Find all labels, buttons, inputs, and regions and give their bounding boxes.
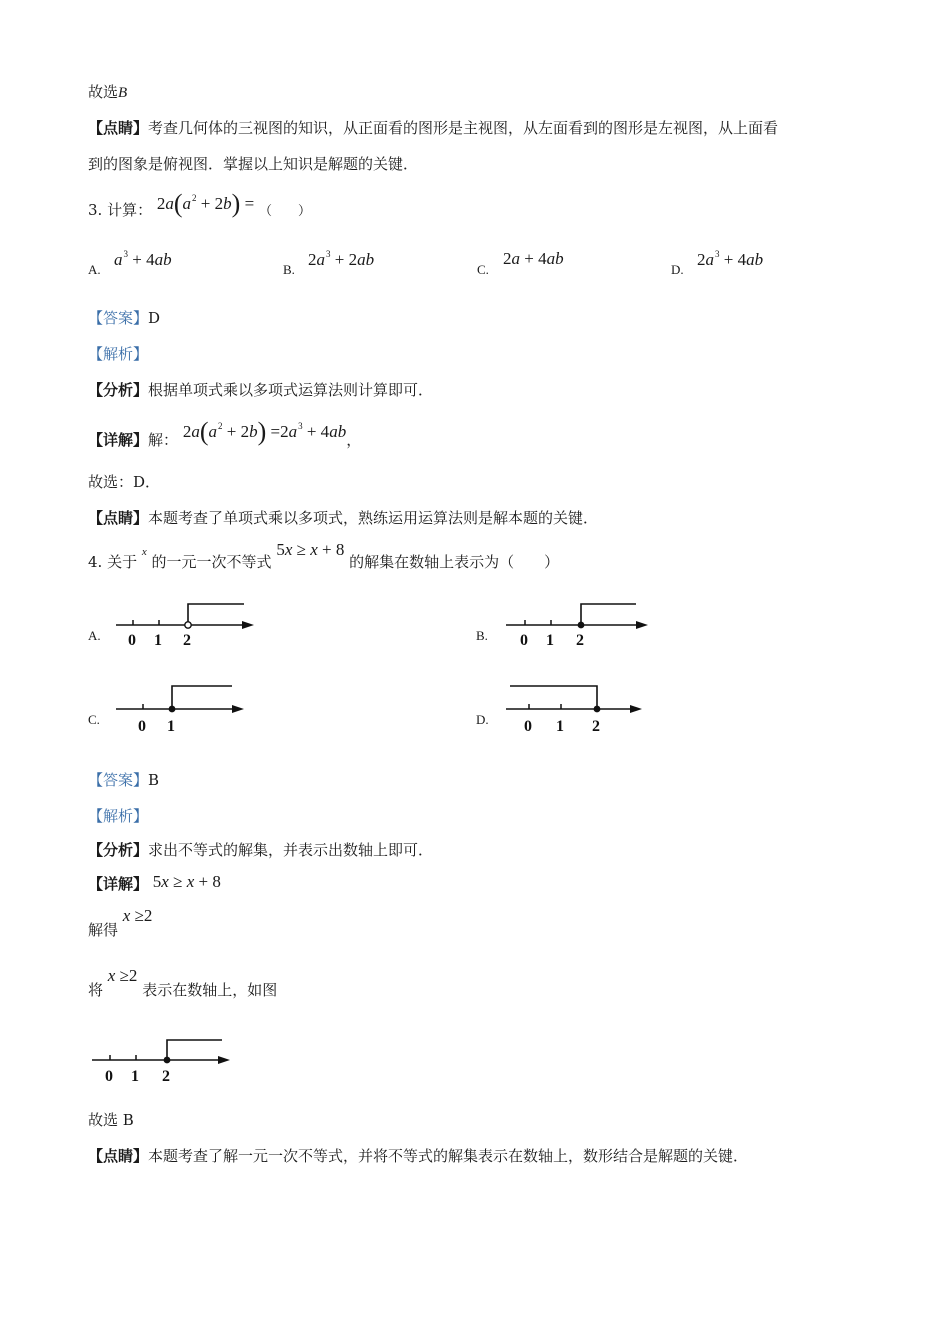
q4-guxuan-text: 故选 B: [88, 1111, 134, 1129]
q4-jiang-suffix: 表示在数轴上，如图: [142, 981, 278, 999]
q4-jiede-text: 解得: [88, 921, 119, 939]
tick-label: 0: [128, 632, 136, 649]
q4-fenxi: [88, 840, 433, 860]
q4-stem-b: 的一元一次不等式: [151, 553, 272, 571]
q3-expression: $2a(a^2 + 2b)$ =: [156, 189, 255, 218]
q3-option-c-label: C.: [477, 262, 489, 277]
q4-answer: [88, 770, 159, 790]
q3-stem: [88, 189, 311, 222]
dianjing-text-1: 考查几何体的三视图的知识，从正面看的图形是主视图，从左面看到的图形是左视图，从上面看: [148, 119, 779, 137]
tick-label: 0: [524, 718, 532, 735]
q3-fenxi-text: 根据单项式乘以多项式运算法则计算即可．: [148, 381, 434, 399]
closed-point: [164, 1057, 171, 1064]
q3-solution-expression: $2a(a^2 + 2b) =2a^3 + 4ab$: [182, 417, 347, 446]
solution-bracket: [188, 604, 244, 622]
solution-bracket: [172, 686, 232, 709]
q4-dianjing-text: 本题考查了解一元一次不等式，并将不等式的解集表示在数轴上，数形结合是解题的关键．: [148, 1147, 749, 1165]
q4-fenxi-tag: 【分析】: [88, 841, 149, 859]
tick-label: 1: [131, 1068, 139, 1085]
q4-jiexi-tag: 【解析】: [88, 807, 149, 825]
q3-option-b-label: B.: [283, 262, 295, 277]
tick-label: 1: [167, 718, 175, 735]
q3-guxuan: [88, 472, 160, 492]
q3-blank: （ ）: [258, 204, 311, 219]
q4-solution-numberline: [88, 1034, 238, 1088]
open-point: [185, 622, 191, 628]
q4-option-b-numberline: [500, 598, 655, 650]
q3-dianjing-text: 本题考查了单项式乘以多项式，熟练运用运算法则是解本题的关键．: [148, 509, 599, 527]
dianjing-text-2: 到的图象是俯视图．掌握以上知识是解题的关键．: [88, 155, 419, 173]
q4-var-x: x: [141, 546, 147, 558]
q4-xiangjie-inequality: 5x ≥ x + 8: [152, 872, 221, 891]
tick-label: 1: [154, 632, 162, 649]
guxuan-letter: B: [118, 85, 128, 101]
q3-answer-value: D: [148, 309, 161, 327]
q3-option-a-expr: $a^3 + 4ab$: [114, 249, 172, 269]
q4-dianjing: [88, 1146, 748, 1166]
q4-fenxi-text: 求出不等式的解集，并表示出数轴上即可．: [148, 841, 434, 859]
guxuan-text: 故选: [88, 83, 119, 101]
closed-point: [169, 706, 176, 713]
q4-xiangjie: [88, 874, 221, 894]
q3-option-d-label: D.: [671, 262, 684, 277]
q4-answer-value: B: [148, 771, 160, 789]
q3-option-c-expr: 2a + 4ab: [503, 249, 564, 268]
tick-label: 2: [162, 1068, 170, 1085]
q3-guxuan-text: 故选：D．: [88, 473, 161, 491]
q3-xiangjie: [88, 417, 362, 450]
q3-stem-text: 3. 计算：: [88, 201, 153, 219]
q4-stem-a: 4. 关于: [88, 553, 138, 571]
tick-label: 1: [546, 632, 554, 649]
q4-jiang-inequality: x ≥2: [107, 966, 138, 985]
q3-jiexi-tag: 【解析】: [88, 345, 149, 363]
q4-jiang-text: 将: [88, 981, 104, 999]
tick-label: 0: [138, 718, 146, 735]
q3-option-b-expr: $2a^3 + 2ab$: [308, 249, 375, 269]
q3-fenxi: [88, 380, 433, 400]
closed-point: [594, 706, 601, 713]
arrow-head: [218, 1056, 230, 1064]
q4-guxuan: [88, 1110, 134, 1130]
q4-option-a-numberline: [110, 598, 260, 650]
tick-label: 1: [556, 718, 564, 735]
q3-jiexi: [88, 344, 148, 364]
q3-xiangjie-suffix: ，: [346, 431, 362, 449]
q3-fenxi-tag: 【分析】: [88, 381, 149, 399]
dianjing-line-2: [88, 154, 418, 174]
dianjing-tag: 【点睛】: [88, 119, 149, 137]
q4-option-c-label: C.: [88, 712, 100, 727]
q3-dianjing: [88, 508, 598, 528]
q4-jiede-result: x ≥2: [122, 906, 153, 925]
q3-answer-tag: 【答案】: [88, 309, 149, 327]
q4-option-d-numberline: [502, 680, 652, 736]
tick-label: 0: [105, 1068, 113, 1085]
closed-point: [578, 622, 585, 629]
q4-jiede: [88, 906, 153, 940]
q3-xiangjie-prefix: 解：: [148, 431, 179, 449]
q4-option-c-numberline: [110, 680, 255, 736]
q3-option-d-expr: $2a^3 + 4ab$: [697, 249, 764, 269]
q4-jiexi: [88, 806, 148, 826]
q3-answer: [88, 308, 160, 328]
q4-dianjing-tag: 【点睛】: [88, 1147, 149, 1165]
tick-label: 2: [576, 632, 584, 649]
q4-option-d-label: D.: [476, 712, 489, 727]
tick-label: 2: [183, 632, 191, 649]
q3-option-a-label: A.: [88, 262, 101, 277]
q4-answer-tag: 【答案】: [88, 771, 149, 789]
arrow-head: [636, 621, 648, 629]
arrow-head: [630, 705, 642, 713]
q3-xiangjie-tag: 【详解】: [88, 431, 149, 449]
q4-option-b-label: B.: [476, 628, 488, 643]
solution-bracket: [167, 1040, 222, 1060]
solution-bracket: [510, 686, 597, 709]
q3-dianjing-tag: 【点睛】: [88, 509, 149, 527]
guxuan-line: [88, 82, 127, 103]
solution-bracket: [581, 604, 636, 625]
q4-option-a-label: A.: [88, 628, 101, 643]
tick-label: 0: [520, 632, 528, 649]
q4-stem: [88, 540, 560, 574]
q4-inequality: 5x ≥ x + 8: [276, 540, 345, 559]
arrow-head: [232, 705, 244, 713]
q4-xiangjie-tag: 【详解】: [88, 875, 149, 893]
tick-label: 2: [592, 718, 600, 735]
q4-jiang: [88, 966, 278, 1000]
dianjing-line-1: [88, 118, 778, 138]
arrow-head: [242, 621, 254, 629]
q4-stem-c: 的解集在数轴上表示为（ ）: [349, 553, 560, 571]
